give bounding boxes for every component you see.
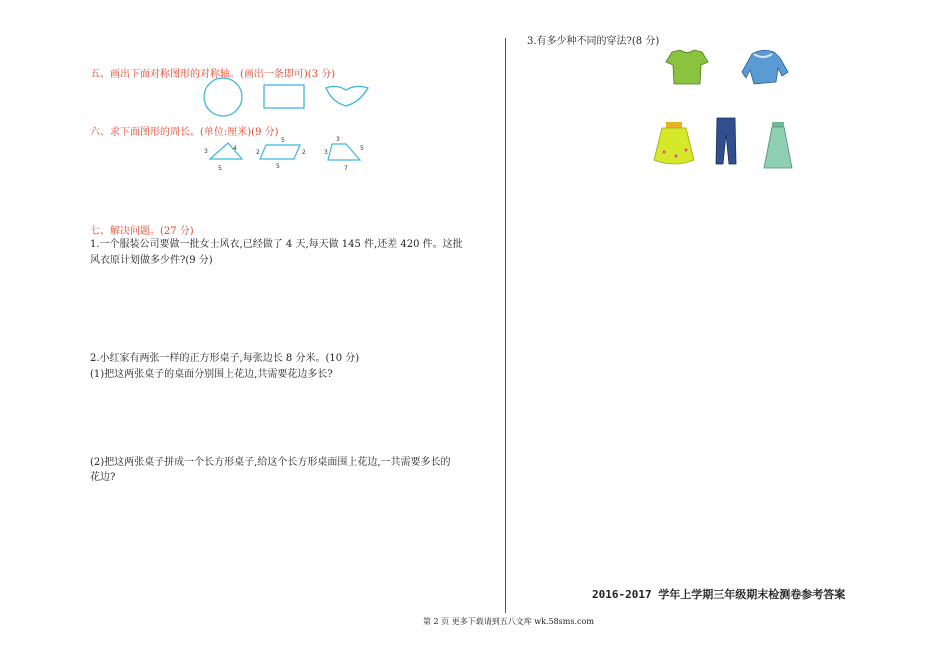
triangle-label-b: 4 <box>233 145 237 152</box>
trapezoid-label-right: 5 <box>360 145 364 152</box>
question-1-line-2: 风衣原计划做多少件?(9 分) <box>90 255 213 266</box>
question-3: 3.有多少种不同的穿法?(8 分) <box>527 36 660 47</box>
triangle-shape <box>210 143 242 159</box>
triangle-label-c: 5 <box>218 165 222 172</box>
section-5-heading: 五、画出下面对称图形的对称轴。(画出一条即可)(3 分) <box>90 69 336 80</box>
jacket-icon <box>742 50 788 84</box>
heart-shape <box>326 86 368 106</box>
rectangle-shape <box>264 85 304 108</box>
question-2-part-2-line-1: (2)把这两张桌子拼成一个长方形桌子,给这个长方形桌面围上花边,一共需要多长的 <box>90 457 451 468</box>
parallelogram-label-right: 2 <box>302 149 306 156</box>
parallelogram-shape <box>260 145 300 159</box>
question-2-line-1: 2.小红家有两张一样的正方形桌子,每张边长 8 分米。(10 分) <box>90 353 360 364</box>
trapezoid-label-bottom: 7 <box>344 165 348 172</box>
ruffled-skirt-icon <box>654 122 694 164</box>
parallelogram-label-left: 2 <box>256 149 260 156</box>
parallelogram-label-bottom: 5 <box>276 163 280 170</box>
trapezoid-label-left: 3 <box>324 149 328 156</box>
question-2-part-1: (1)把这两张桌子的桌面分别围上花边,共需要花边多长? <box>90 369 333 380</box>
perimeter-shapes <box>198 133 378 175</box>
page-footer: 第 2 页 更多下载请到五八文库 wk.58sms.com <box>423 617 594 626</box>
trapezoid-shape <box>328 144 360 160</box>
clothing-illustrations <box>650 44 810 174</box>
long-skirt-icon <box>764 122 792 168</box>
answer-key-title: 2016-2017 学年上学期三年级期末检测卷参考答案 <box>592 588 846 601</box>
triangle-label-a: 3 <box>204 148 208 155</box>
symmetry-shapes <box>198 76 378 118</box>
section-7-heading: 七、解决问题。(27 分) <box>90 226 194 237</box>
page-divider <box>505 38 506 613</box>
parallelogram-label-top: 5 <box>281 137 285 144</box>
question-2-part-2-line-2: 花边? <box>90 472 116 483</box>
jeans-icon <box>716 118 736 164</box>
trapezoid-label-top: 3 <box>336 136 340 143</box>
question-1-line-1: 1.一个服装公司要做一批女士风衣,已经做了 4 天,每天做 145 件,还差 420 件。这批 <box>90 239 463 250</box>
circle-shape <box>204 78 242 116</box>
section-6-heading: 六、求下面图形的周长。(单位:厘米)(9 分) <box>90 127 279 138</box>
tshirt-icon <box>666 50 708 84</box>
